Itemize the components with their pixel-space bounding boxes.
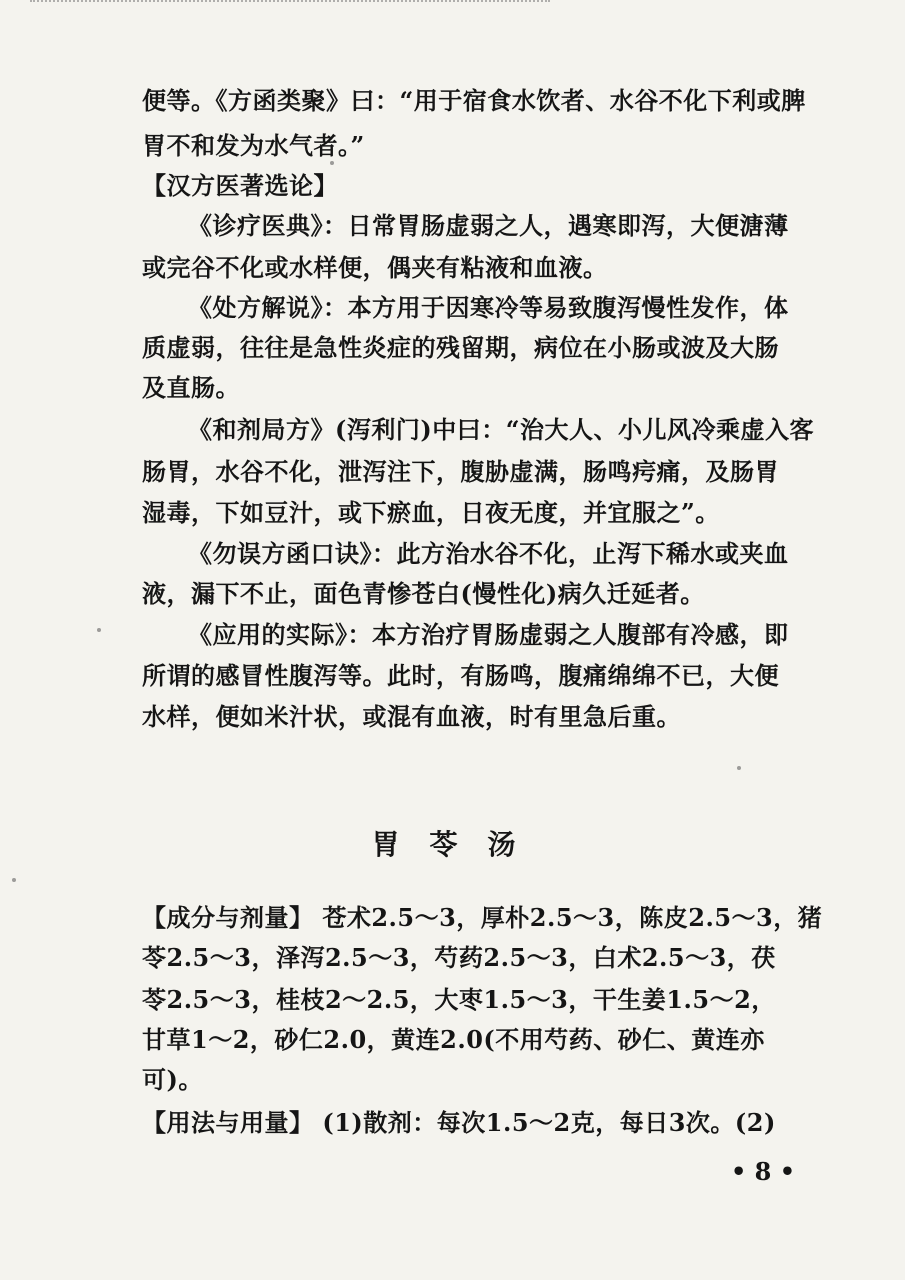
text-line-5: 或完谷不化或水样便，偶夹有粘液和血液。 bbox=[142, 253, 608, 282]
composition-line-4: 甘草1～2，砂仁2.0，黄连2.0(不用芍药、砂仁、黄连亦 bbox=[142, 1025, 765, 1054]
scan-speck bbox=[330, 161, 334, 165]
scan-speck bbox=[97, 628, 101, 632]
text-line-6: 《处方解说》：本方用于因寒冷等易致腹泻慢性发作，体 bbox=[188, 293, 789, 322]
top-scan-rule bbox=[30, 0, 550, 8]
text-line-12: 《勿误方函口诀》：此方治水谷不化，止泻下稀水或夹血 bbox=[188, 539, 789, 568]
page-number: • 8 • bbox=[730, 1157, 796, 1186]
composition-line-3: 苓2.5～3，桂枝2～2.5，大枣1.5～3，干生姜1.5～2， bbox=[142, 985, 776, 1014]
text-line-4: 《诊疗医典》：日常胃肠虚弱之人，遇寒即泻，大便溏薄 bbox=[188, 211, 789, 240]
usage-line-1: 【用法与用量】 (1)散剂：每次1.5～2克，每日3次。(2) bbox=[142, 1108, 776, 1137]
text-line-15: 所谓的感冒性腹泻等。此时，有肠鸣，腹痛绵绵不已，大便 bbox=[142, 661, 779, 690]
text-line-8: 及直肠。 bbox=[142, 373, 240, 402]
composition-line-5: 可)。 bbox=[142, 1065, 203, 1094]
scan-speck bbox=[737, 766, 741, 770]
text-line-2: 胃不和发为水气者。” bbox=[142, 131, 365, 160]
text-line-10: 肠胃，水谷不化，泄泻注下，腹胁虚满，肠鸣疞痛，及肠胃 bbox=[142, 457, 779, 486]
text-line-9: 《和剂局方》(泻利门)中曰：“治大人、小儿风冷乘虚入客 bbox=[188, 415, 815, 444]
text-line-1: 便等。《方函类聚》曰：“用于宿食水饮者、水谷不化下利或脾 bbox=[142, 86, 806, 115]
text-line-11: 湿毒，下如豆汁，或下瘀血，日夜无度，并宜服之”。 bbox=[142, 498, 720, 527]
text-line-14: 《应用的实际》：本方治疗胃肠虚弱之人腹部有冷感，即 bbox=[188, 620, 789, 649]
text-line-13: 液，漏下不止，面色青惨苍白(慢性化)病久迁延者。 bbox=[142, 579, 705, 608]
text-line-7: 质虚弱，往往是急性炎症的残留期，病位在小肠或波及大肠 bbox=[142, 333, 779, 362]
composition-line-1: 【成分与剂量】 苍术2.5～3，厚朴2.5～3，陈皮2.5～3，猪 bbox=[142, 903, 823, 932]
prescription-title: 胃苓汤 bbox=[371, 828, 546, 861]
composition-line-2: 苓2.5～3，泽泻2.5～3，芍药2.5～3，白术2.5～3，茯 bbox=[142, 943, 776, 972]
text-line-16: 水样，便如米汁状，或混有血液，时有里急后重。 bbox=[142, 702, 681, 731]
scan-speck bbox=[12, 878, 16, 882]
section-heading-kampo: 【汉方医著选论】 bbox=[142, 171, 338, 200]
